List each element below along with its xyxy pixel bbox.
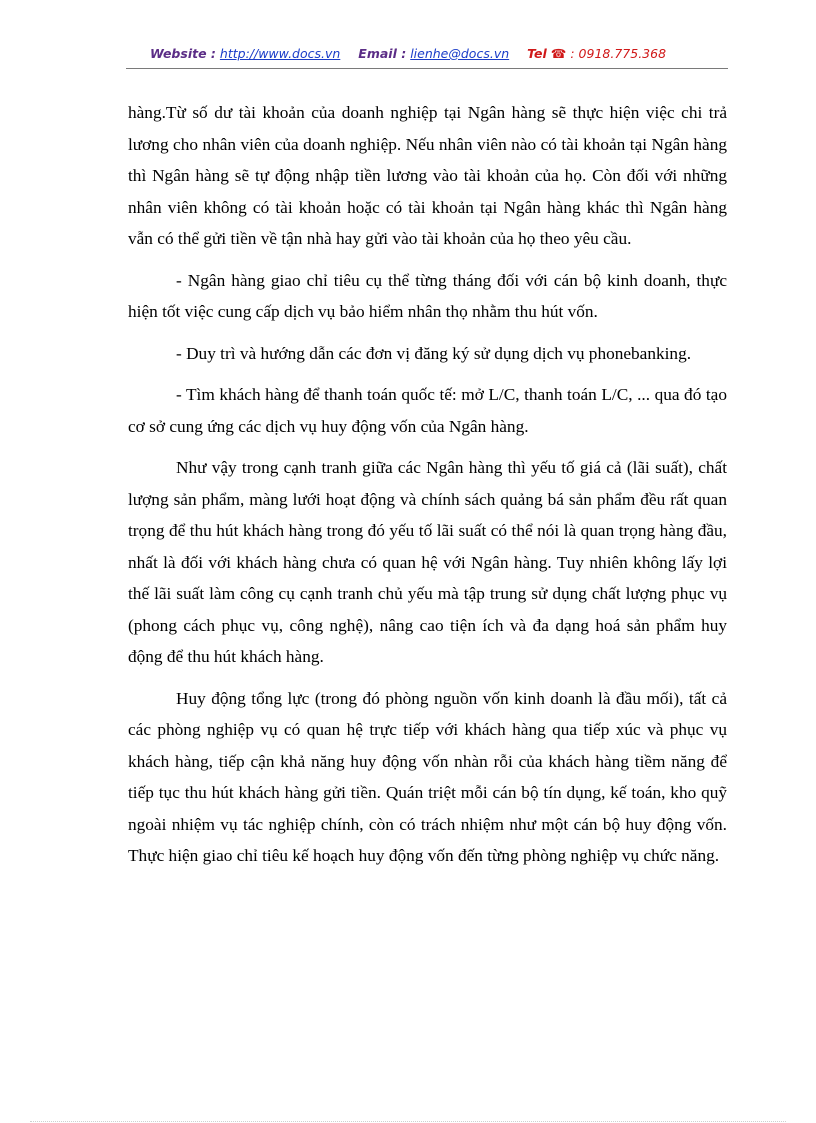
paragraph-5: Như vậy trong cạnh tranh giữa các Ngân hàng thì yếu tố giá cả (lãi suất), chất lượng sản phẩm, màng lưới hoạt động và chính sách quảng bá sản phẩm đều rất quan trọng để thu hút khách hàng trong đó yếu tố lãi suất có thể nói là quan trọng hàng đầu, nhất là đối với khách hàng chưa có quan hệ với Ngân hàng. Tuy nhiên không lấy lợi thế lãi suất làm công cụ cạnh tranh chủ yếu mà tập trung sử dụng chất lượng phục vụ (phong cách phục vụ, công nghệ), nâng cao tiện ích và đa dạng hoá sản phẩm huy động để thu hút khách hàng. xyxy=(128,458,727,666)
paragraph-2: - Ngân hàng giao chỉ tiêu cụ thể từng tháng đối với cán bộ kinh doanh, thực hiện tốt việc cung cấp dịch vụ bảo hiểm nhân thọ nhằm thu hút vốn. xyxy=(128,270,727,321)
paragraph-3: - Duy trì và hướng dẫn các đơn vị đăng ký sử dụng dịch vụ phonebanking. xyxy=(176,343,692,363)
email-label: Email : xyxy=(358,46,407,61)
tel-label: Tel xyxy=(527,46,547,61)
phone-icon: ☎ xyxy=(550,46,567,61)
website-link[interactable]: http://www.docs.vn xyxy=(219,46,341,61)
paragraph-1: hàng.Từ số dư tài khoản của doanh nghiệp tại Ngân hàng sẽ thực hiện việc chi trả lương cho nhân viên của doanh nghiệp. Nếu nhân viên nào có tài khoản tại Ngân hàng thì Ngân hàng sẽ tự động nhập tiền lương vào tài khoản của họ. Còn đối với những nhân viên không có tài khoản hoặc có tài khoản tại Ngân hàng khác thì Ngân hàng vẫn có thể gửi tiền về tận nhà hay gửi vào tài khoản của họ theo yêu cầu. xyxy=(128,103,727,248)
paragraph-4: - Tìm khách hàng để thanh toán quốc tế: mở L/C, thanh toán L/C, ... qua đó tạo cơ sở cung ứng các dịch vụ huy động vốn của Ngân hàng. xyxy=(128,385,727,436)
footer-divider xyxy=(30,1121,786,1122)
document-body xyxy=(128,97,727,882)
paragraph-6: Huy động tổng lực (trong đó phòng nguồn vốn kinh doanh là đầu mối), tất cả các phòng nghiệp vụ có quan hệ trực tiếp với khách hàng qua tiếp xúc và phục vụ khách hàng, tiếp cận khả năng huy động vốn nhàn rỗi của khách hàng tiềm năng để tiếp tục thu hút khách hàng gửi tiền. Quán triệt mỗi cán bộ tín dụng, kế toán, kho quỹ ngoài nhiệm vụ tác nghiệp chính, còn có trách nhiệm như một cán bộ huy động vốn. Thực hiện giao chỉ tiêu kế hoạch huy động vốn đến từng phòng nghiệp vụ chức năng. xyxy=(128,688,727,865)
website-label: Website : xyxy=(149,46,216,61)
tel-number: : 0918.775.368 xyxy=(570,46,667,61)
page-header xyxy=(0,46,816,61)
email-link[interactable]: lienhe@docs.vn xyxy=(410,46,510,61)
header-divider xyxy=(126,68,728,69)
